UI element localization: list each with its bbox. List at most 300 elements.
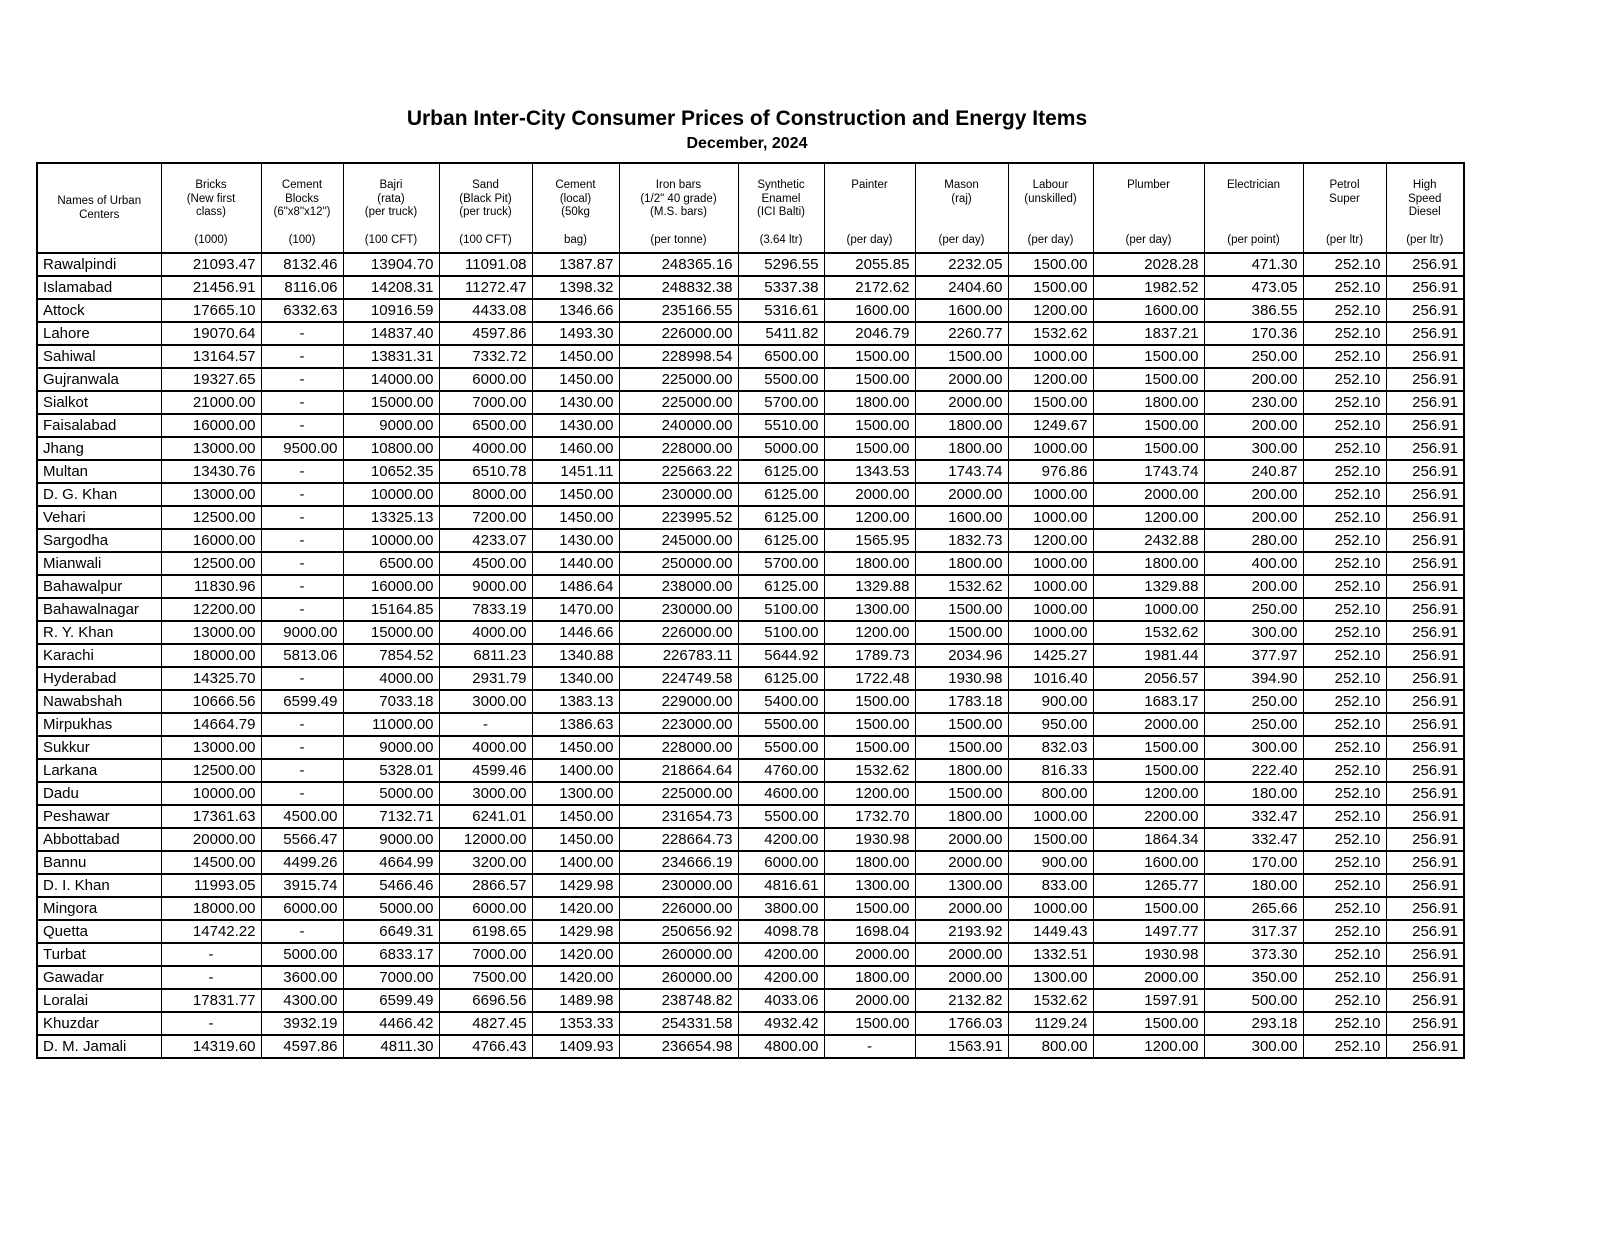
price-cell: 1400.00 [532, 759, 619, 782]
price-cell: 12500.00 [161, 759, 261, 782]
price-cell: 4466.42 [343, 1012, 439, 1035]
price-cell: 2000.00 [824, 989, 915, 1012]
price-cell: 1766.03 [915, 1012, 1008, 1035]
price-cell: 11993.05 [161, 874, 261, 897]
price-cell: 226783.11 [619, 644, 738, 667]
price-cell: 1532.62 [915, 575, 1008, 598]
price-cell: 230000.00 [619, 483, 738, 506]
price-cell: 1832.73 [915, 529, 1008, 552]
price-cell: 473.05 [1204, 276, 1303, 299]
price-cell: 6000.00 [738, 851, 824, 874]
price-cell: 16000.00 [343, 575, 439, 598]
price-cell: 6500.00 [738, 345, 824, 368]
price-cell: 1600.00 [915, 299, 1008, 322]
table-row [37, 782, 1464, 805]
price-cell: 4599.46 [439, 759, 532, 782]
price-cell: 9500.00 [261, 437, 343, 460]
price-cell: 2200.00 [1093, 805, 1204, 828]
table-row [37, 345, 1464, 368]
price-cell: 225000.00 [619, 391, 738, 414]
price-cell: 6198.65 [439, 920, 532, 943]
col-header-cement-blocks: Cement Blocks (6"x8"x12") (100) [261, 163, 343, 253]
city-name: D. I. Khan [37, 874, 161, 897]
price-cell: 1500.00 [1008, 391, 1093, 414]
price-cell: 218664.64 [619, 759, 738, 782]
city-name: Sahiwal [37, 345, 161, 368]
price-cell: 386.55 [1204, 299, 1303, 322]
price-cell: 256.91 [1386, 667, 1464, 690]
price-cell: 400.00 [1204, 552, 1303, 575]
city-name: Dadu [37, 782, 161, 805]
price-cell: 256.91 [1386, 391, 1464, 414]
price-cell: 256.91 [1386, 621, 1464, 644]
price-cell: - [261, 529, 343, 552]
price-cell: 1500.00 [1093, 345, 1204, 368]
price-cell: 2000.00 [915, 391, 1008, 414]
price-cell: 1532.62 [1008, 322, 1093, 345]
price-cell: 230.00 [1204, 391, 1303, 414]
price-cell: 6500.00 [343, 552, 439, 575]
price-cell: 7833.19 [439, 598, 532, 621]
price-cell: 252.10 [1303, 943, 1386, 966]
price-cell: 6332.63 [261, 299, 343, 322]
price-cell: 1450.00 [532, 805, 619, 828]
price-cell: 260000.00 [619, 943, 738, 966]
price-cell: 252.10 [1303, 874, 1386, 897]
price-cell: 7200.00 [439, 506, 532, 529]
price-cell: 1300.00 [532, 782, 619, 805]
price-cell: 1200.00 [1008, 529, 1093, 552]
price-cell: 1930.98 [1093, 943, 1204, 966]
price-cell: 1300.00 [824, 598, 915, 621]
price-cell: 1800.00 [824, 851, 915, 874]
price-cell: 180.00 [1204, 782, 1303, 805]
table-row [37, 506, 1464, 529]
table-row [37, 391, 1464, 414]
price-cell: 252.10 [1303, 368, 1386, 391]
price-cell: 256.91 [1386, 851, 1464, 874]
price-cell: 1265.77 [1093, 874, 1204, 897]
price-cell: 1340.00 [532, 667, 619, 690]
price-cell: 6696.56 [439, 989, 532, 1012]
price-cell: 2193.92 [915, 920, 1008, 943]
price-cell: 170.36 [1204, 322, 1303, 345]
price-cell: 2931.79 [439, 667, 532, 690]
price-cell: 222.40 [1204, 759, 1303, 782]
price-cell: 256.91 [1386, 276, 1464, 299]
price-cell: 2055.85 [824, 253, 915, 276]
price-cell: - [161, 966, 261, 989]
table-row [37, 575, 1464, 598]
price-cell: 3000.00 [439, 782, 532, 805]
city-name: Islamabad [37, 276, 161, 299]
price-cell: 1698.04 [824, 920, 915, 943]
price-cell: 2232.05 [915, 253, 1008, 276]
price-cell: 5328.01 [343, 759, 439, 782]
price-cell: 1346.66 [532, 299, 619, 322]
price-cell: 1000.00 [1008, 897, 1093, 920]
price-cell: 1837.21 [1093, 322, 1204, 345]
price-cell: 9000.00 [343, 828, 439, 851]
price-cell: 234666.19 [619, 851, 738, 874]
price-cell: 1446.66 [532, 621, 619, 644]
price-cell: 500.00 [1204, 989, 1303, 1012]
price-cell: 6000.00 [261, 897, 343, 920]
price-cell: 252.10 [1303, 667, 1386, 690]
price-cell: 4932.42 [738, 1012, 824, 1035]
table-row [37, 253, 1464, 276]
price-cell: - [261, 460, 343, 483]
price-cell: 1249.67 [1008, 414, 1093, 437]
price-cell: 1200.00 [1008, 299, 1093, 322]
price-cell: 1600.00 [1093, 851, 1204, 874]
price-cell: 1489.98 [532, 989, 619, 1012]
price-cell: 170.00 [1204, 851, 1303, 874]
price-cell: 1470.00 [532, 598, 619, 621]
price-cell: 1532.62 [1093, 621, 1204, 644]
price-cell: 7000.00 [439, 943, 532, 966]
price-cell: 256.91 [1386, 966, 1464, 989]
price-cell: 300.00 [1204, 437, 1303, 460]
price-cell: 19070.64 [161, 322, 261, 345]
price-cell: 1000.00 [1008, 598, 1093, 621]
price-cell: 1500.00 [1093, 736, 1204, 759]
price-cell: 900.00 [1008, 690, 1093, 713]
price-cell: 332.47 [1204, 805, 1303, 828]
price-cell: 1200.00 [824, 782, 915, 805]
price-cell: 300.00 [1204, 1035, 1303, 1058]
price-cell: 7000.00 [439, 391, 532, 414]
price-cell: 256.91 [1386, 322, 1464, 345]
price-cell: 1500.00 [915, 345, 1008, 368]
price-cell: 1864.34 [1093, 828, 1204, 851]
price-cell: 3200.00 [439, 851, 532, 874]
col-header-bajri: Bajri (rata) (per truck) (100 CFT) [343, 163, 439, 253]
city-name: Rawalpindi [37, 253, 161, 276]
price-cell: 16000.00 [161, 414, 261, 437]
price-cell: 1500.00 [824, 437, 915, 460]
price-cell: 1930.98 [915, 667, 1008, 690]
price-cell: 240000.00 [619, 414, 738, 437]
col-header-labour: Labour (unskilled) (per day) [1008, 163, 1093, 253]
price-cell: 373.30 [1204, 943, 1303, 966]
price-cell: 5316.61 [738, 299, 824, 322]
price-cell: 1500.00 [915, 782, 1008, 805]
price-cell: 17831.77 [161, 989, 261, 1012]
price-cell: 900.00 [1008, 851, 1093, 874]
price-cell: 6125.00 [738, 529, 824, 552]
price-cell: - [439, 713, 532, 736]
table-row [37, 667, 1464, 690]
price-cell: 252.10 [1303, 276, 1386, 299]
city-name: Jhang [37, 437, 161, 460]
price-cell: 1500.00 [915, 736, 1008, 759]
price-cell: 9000.00 [343, 736, 439, 759]
price-cell: 1000.00 [1008, 483, 1093, 506]
table-row [37, 598, 1464, 621]
price-cell: 1597.91 [1093, 989, 1204, 1012]
price-cell: 225000.00 [619, 782, 738, 805]
price-cell: - [261, 552, 343, 575]
price-cell: 9000.00 [439, 575, 532, 598]
price-cell: 252.10 [1303, 345, 1386, 368]
price-cell: 1329.88 [1093, 575, 1204, 598]
price-cell: 13831.31 [343, 345, 439, 368]
price-cell: 15000.00 [343, 621, 439, 644]
price-cell: 256.91 [1386, 368, 1464, 391]
price-cell: - [161, 943, 261, 966]
price-cell: 17665.10 [161, 299, 261, 322]
price-cell: 2034.96 [915, 644, 1008, 667]
price-cell: - [261, 759, 343, 782]
city-name: Larkana [37, 759, 161, 782]
price-cell: 15000.00 [343, 391, 439, 414]
price-cell: 15164.85 [343, 598, 439, 621]
table-row [37, 552, 1464, 575]
price-cell: 256.91 [1386, 1035, 1464, 1058]
price-cell: - [261, 667, 343, 690]
col-header-names: Names of Urban Centers [37, 163, 161, 253]
price-cell: 1500.00 [824, 1012, 915, 1035]
price-cell: 260000.00 [619, 966, 738, 989]
price-cell: 226000.00 [619, 322, 738, 345]
price-cell: 8000.00 [439, 483, 532, 506]
price-cell: 256.91 [1386, 299, 1464, 322]
price-cell: 256.91 [1386, 437, 1464, 460]
price-cell: 14742.22 [161, 920, 261, 943]
price-cell: 4800.00 [738, 1035, 824, 1058]
price-cell: 1500.00 [1093, 414, 1204, 437]
price-cell: 4597.86 [261, 1035, 343, 1058]
price-cell: 10666.56 [161, 690, 261, 713]
table-row [37, 805, 1464, 828]
price-cell: 2000.00 [824, 483, 915, 506]
price-cell: 252.10 [1303, 736, 1386, 759]
price-cell: 332.47 [1204, 828, 1303, 851]
price-cell: 4200.00 [738, 943, 824, 966]
price-cell: 1500.00 [1093, 1012, 1204, 1035]
price-cell: 256.91 [1386, 989, 1464, 1012]
header-row [37, 163, 1464, 253]
table-row [37, 920, 1464, 943]
price-cell: 14319.60 [161, 1035, 261, 1058]
price-cell: - [161, 1012, 261, 1035]
price-cell: 394.90 [1204, 667, 1303, 690]
price-cell: 1500.00 [824, 690, 915, 713]
col-header-bricks: Bricks (New first class) (1000) [161, 163, 261, 253]
city-name: Lahore [37, 322, 161, 345]
price-cell: 226000.00 [619, 897, 738, 920]
price-cell: 5466.46 [343, 874, 439, 897]
price-cell: 13000.00 [161, 736, 261, 759]
price-cell: 1343.53 [824, 460, 915, 483]
price-cell: 256.91 [1386, 529, 1464, 552]
price-cell: 4600.00 [738, 782, 824, 805]
price-cell: 256.91 [1386, 460, 1464, 483]
price-cell: 4500.00 [439, 552, 532, 575]
price-cell: 238000.00 [619, 575, 738, 598]
price-cell: 1450.00 [532, 828, 619, 851]
price-cell: 2000.00 [1093, 713, 1204, 736]
table-row [37, 989, 1464, 1012]
price-cell: 18000.00 [161, 897, 261, 920]
price-cell: 1500.00 [824, 414, 915, 437]
price-cell: 11830.96 [161, 575, 261, 598]
price-cell: 14000.00 [343, 368, 439, 391]
price-cell: 256.91 [1386, 736, 1464, 759]
price-cell: 2000.00 [824, 943, 915, 966]
price-cell: 14500.00 [161, 851, 261, 874]
price-cell: 5510.00 [738, 414, 824, 437]
city-name: Khuzdar [37, 1012, 161, 1035]
price-cell: 6500.00 [439, 414, 532, 437]
price-cell: 256.91 [1386, 943, 1464, 966]
price-cell: 11272.47 [439, 276, 532, 299]
price-cell: 230000.00 [619, 598, 738, 621]
city-name: Abbottabad [37, 828, 161, 851]
price-cell: 5700.00 [738, 552, 824, 575]
price-cell: 4760.00 [738, 759, 824, 782]
price-cell: 5000.00 [343, 782, 439, 805]
price-cell: 1532.62 [824, 759, 915, 782]
price-cell: 4233.07 [439, 529, 532, 552]
price-cell: 1383.13 [532, 690, 619, 713]
price-cell: 2432.88 [1093, 529, 1204, 552]
price-cell: 200.00 [1204, 483, 1303, 506]
price-cell: - [261, 736, 343, 759]
price-cell: 6833.17 [343, 943, 439, 966]
city-name: D. G. Khan [37, 483, 161, 506]
city-name: Hyderabad [37, 667, 161, 690]
price-cell: 5500.00 [738, 713, 824, 736]
price-cell: 12500.00 [161, 552, 261, 575]
price-cell: 1500.00 [1093, 437, 1204, 460]
price-cell: 5000.00 [261, 943, 343, 966]
price-cell: 1387.87 [532, 253, 619, 276]
city-name: Sukkur [37, 736, 161, 759]
price-cell: 1409.93 [532, 1035, 619, 1058]
city-name: Vehari [37, 506, 161, 529]
price-cell: 1425.27 [1008, 644, 1093, 667]
price-cell: 5411.82 [738, 322, 824, 345]
price-cell: 1486.64 [532, 575, 619, 598]
price-cell: 252.10 [1303, 529, 1386, 552]
city-name: Gawadar [37, 966, 161, 989]
price-cell: 1430.00 [532, 529, 619, 552]
price-cell: 280.00 [1204, 529, 1303, 552]
price-cell: 256.91 [1386, 897, 1464, 920]
price-cell: 225663.22 [619, 460, 738, 483]
table-row [37, 1012, 1464, 1035]
price-cell: 252.10 [1303, 621, 1386, 644]
price-cell: 7000.00 [343, 966, 439, 989]
price-cell: 10916.59 [343, 299, 439, 322]
price-cell: 256.91 [1386, 828, 1464, 851]
price-cell: 20000.00 [161, 828, 261, 851]
price-cell: 1000.00 [1008, 345, 1093, 368]
price-cell: 7332.72 [439, 345, 532, 368]
price-cell: 200.00 [1204, 414, 1303, 437]
price-cell: 1500.00 [915, 713, 1008, 736]
price-cell: 1500.00 [1008, 276, 1093, 299]
price-cell: 252.10 [1303, 414, 1386, 437]
price-cell: 4827.45 [439, 1012, 532, 1035]
price-cell: 5500.00 [738, 805, 824, 828]
price-cell: 10000.00 [161, 782, 261, 805]
price-cell: 2404.60 [915, 276, 1008, 299]
price-cell: 256.91 [1386, 713, 1464, 736]
price-cell: 10000.00 [343, 483, 439, 506]
price-cell: 223995.52 [619, 506, 738, 529]
price-cell: 1300.00 [915, 874, 1008, 897]
price-cell: 2000.00 [915, 943, 1008, 966]
price-cell: 6125.00 [738, 483, 824, 506]
table-row [37, 1035, 1464, 1058]
price-cell: 1800.00 [824, 552, 915, 575]
price-cell: 800.00 [1008, 1035, 1093, 1058]
price-cell: 252.10 [1303, 322, 1386, 345]
price-cell: 4499.26 [261, 851, 343, 874]
price-cell: 1332.51 [1008, 943, 1093, 966]
price-cell: 5813.06 [261, 644, 343, 667]
price-cell: 5500.00 [738, 736, 824, 759]
city-name: R. Y. Khan [37, 621, 161, 644]
price-cell: 2000.00 [915, 966, 1008, 989]
price-cell: 1600.00 [1093, 299, 1204, 322]
price-cell: 1420.00 [532, 943, 619, 966]
price-cell: 252.10 [1303, 1012, 1386, 1035]
price-cell: 2028.28 [1093, 253, 1204, 276]
price-cell: 16000.00 [161, 529, 261, 552]
price-cell: 252.10 [1303, 690, 1386, 713]
price-cell: 19327.65 [161, 368, 261, 391]
price-cell: 1451.11 [532, 460, 619, 483]
price-cell: 6649.31 [343, 920, 439, 943]
price-cell: 13164.57 [161, 345, 261, 368]
price-cell: - [824, 1035, 915, 1058]
price-cell: 13325.13 [343, 506, 439, 529]
table-row [37, 736, 1464, 759]
price-cell: 1200.00 [1093, 506, 1204, 529]
price-cell: 252.10 [1303, 989, 1386, 1012]
price-cell: 252.10 [1303, 828, 1386, 851]
price-cell: 4811.30 [343, 1035, 439, 1058]
price-cell: 4000.00 [343, 667, 439, 690]
price-cell: 252.10 [1303, 1035, 1386, 1058]
table-row [37, 966, 1464, 989]
price-cell: 1000.00 [1093, 598, 1204, 621]
price-cell: 1500.00 [1008, 828, 1093, 851]
price-cell: 6125.00 [738, 667, 824, 690]
table-row [37, 943, 1464, 966]
col-header-high-speed-diesel: High Speed Diesel (per ltr) [1386, 163, 1464, 253]
price-cell: 12000.00 [439, 828, 532, 851]
city-name: Mingora [37, 897, 161, 920]
col-header-iron-bars: Iron bars (1/2" 40 grade) (M.S. bars) (per tonne) [619, 163, 738, 253]
price-cell: 1500.00 [1093, 759, 1204, 782]
price-cell: 2056.57 [1093, 667, 1204, 690]
price-cell: 1930.98 [824, 828, 915, 851]
price-cell: 1500.00 [1093, 897, 1204, 920]
price-cell: 256.91 [1386, 782, 1464, 805]
table-row [37, 690, 1464, 713]
table-row [37, 276, 1464, 299]
table-row [37, 322, 1464, 345]
price-cell: 252.10 [1303, 437, 1386, 460]
col-header-plumber: Plumber (per day) [1093, 163, 1204, 253]
price-cell: 1500.00 [1093, 368, 1204, 391]
price-cell: 228664.73 [619, 828, 738, 851]
